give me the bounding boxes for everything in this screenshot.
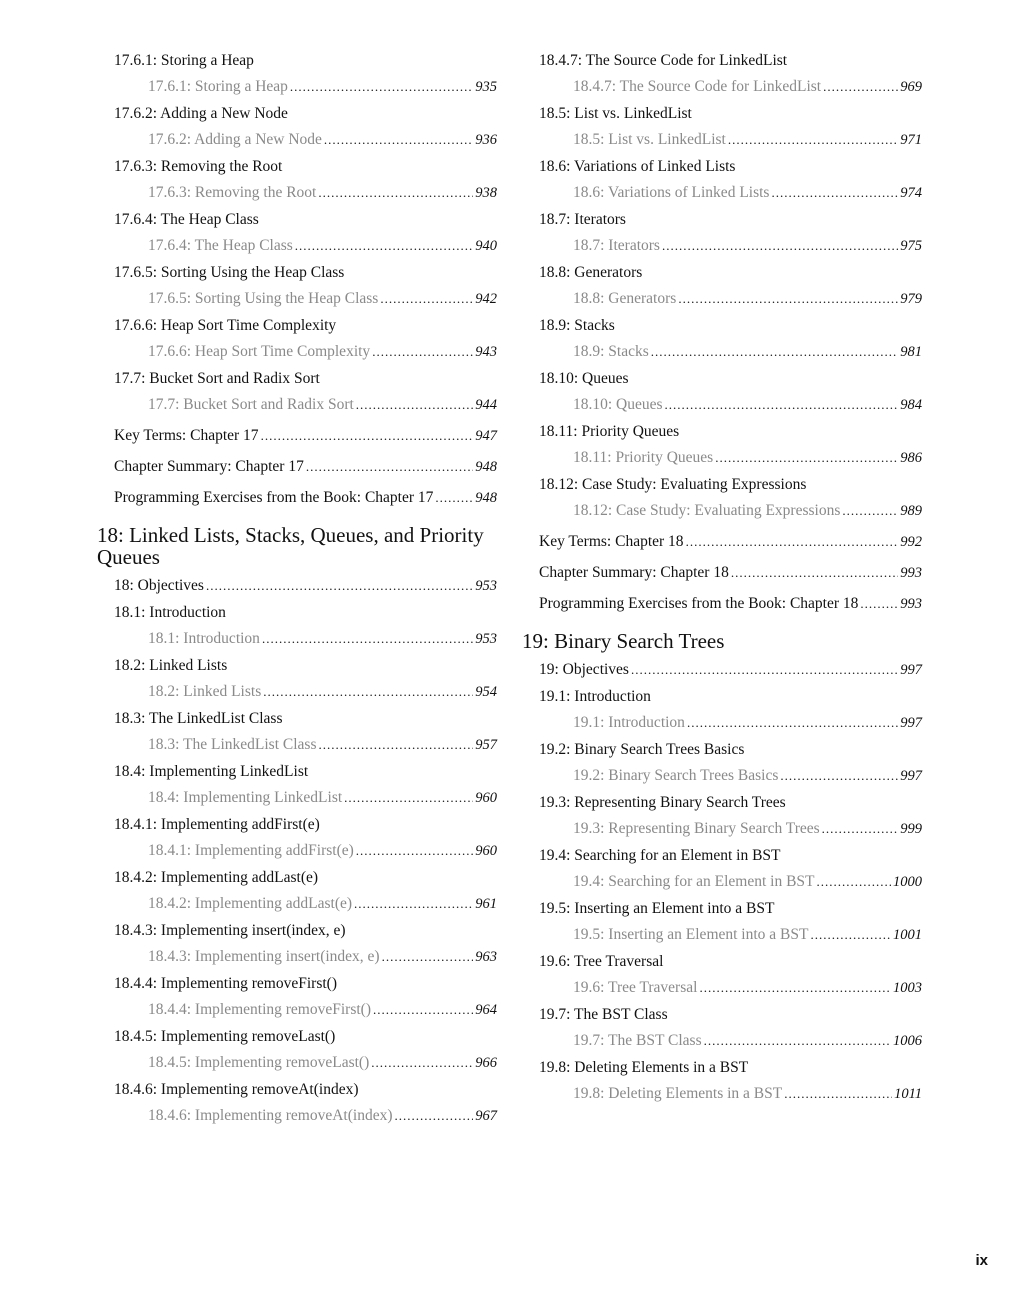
- toc-entry-label: 17.6.6: Heap Sort Time Complexity: [148, 343, 371, 360]
- toc-entry[interactable]: [522, 77, 922, 97]
- dot-leader: [262, 629, 473, 648]
- section-heading[interactable]: 18.2: Linked Lists: [114, 657, 228, 674]
- toc-entry[interactable]: [522, 563, 922, 583]
- toc-entry[interactable]: [97, 788, 497, 808]
- toc-page-number: 1011: [894, 1086, 922, 1102]
- dot-leader: [678, 289, 898, 308]
- toc-column-right: [522, 47, 922, 1104]
- toc-entry-label: 18.4.2: Implementing addLast(e): [148, 895, 353, 912]
- dot-leader: [356, 841, 473, 860]
- toc-page-number: 942: [475, 291, 497, 307]
- chapter-18-sections-continued: [522, 51, 922, 521]
- toc-page-number: 966: [475, 1055, 497, 1071]
- toc-entry-label: Key Terms: Chapter 18: [539, 533, 684, 550]
- chapter-17-end-matter: [97, 426, 497, 508]
- section-heading[interactable]: 18.4.1: Implementing addFirst(e): [114, 816, 320, 833]
- toc-section: [522, 210, 922, 256]
- dot-leader: [651, 342, 898, 361]
- section-heading[interactable]: 17.6.1: Storing a Heap: [114, 52, 254, 69]
- section-heading[interactable]: 17.7: Bucket Sort and Radix Sort: [114, 370, 320, 387]
- toc-entry[interactable]: [97, 1106, 497, 1126]
- toc-entry-label: 18.9: Stacks: [573, 343, 649, 360]
- toc-entry[interactable]: [522, 766, 922, 786]
- toc-entry[interactable]: [522, 289, 922, 309]
- toc-entry-label: 19.1: Introduction: [573, 714, 685, 731]
- toc-entry-label: 18.7: Iterators: [573, 237, 660, 254]
- toc-entry[interactable]: [522, 978, 922, 998]
- section-heading[interactable]: 19.2: Binary Search Trees Basics: [539, 741, 745, 758]
- dot-leader: [356, 395, 473, 414]
- section-heading[interactable]: 18.4.2: Implementing addLast(e): [114, 869, 319, 886]
- toc-entry[interactable]: [522, 501, 922, 521]
- toc-entry-label: 18.2: Linked Lists: [148, 683, 262, 700]
- toc-page-number: 975: [900, 238, 922, 254]
- toc-page-number: 1000: [893, 874, 922, 890]
- toc-page-number: 997: [900, 768, 922, 784]
- toc-section: [97, 603, 497, 649]
- toc-page-number: 993: [900, 565, 922, 581]
- toc-section: [522, 51, 922, 97]
- toc-page-number: 986: [900, 450, 922, 466]
- toc-section: [97, 263, 497, 309]
- toc-column-left: [97, 47, 497, 1126]
- toc-entry[interactable]: [522, 342, 922, 362]
- toc-entry[interactable]: [97, 1000, 497, 1020]
- section-heading[interactable]: 18.4.5: Implementing removeLast(): [114, 1028, 336, 1045]
- toc-page-number: 971: [900, 132, 922, 148]
- toc-entry[interactable]: [522, 819, 922, 839]
- toc-entry[interactable]: [522, 594, 922, 614]
- toc-page-number: 954: [475, 684, 497, 700]
- toc-entry-label: 19.4: Searching for an Element in BST: [573, 873, 815, 890]
- toc-entry-label: 18.4.6: Implementing removeAt(index): [148, 1107, 393, 1124]
- toc-section: [97, 51, 497, 97]
- toc-entry[interactable]: [97, 457, 497, 477]
- toc-entry-label: 18.4.5: Implementing removeLast(): [148, 1054, 370, 1071]
- toc-entry[interactable]: [97, 236, 497, 256]
- dot-leader: [662, 236, 898, 255]
- dot-leader: [206, 576, 473, 595]
- dot-leader: [290, 77, 473, 96]
- dot-leader: [435, 488, 473, 507]
- toc-entry[interactable]: [97, 629, 497, 649]
- toc-entry[interactable]: [522, 713, 922, 733]
- toc-section: [97, 656, 497, 702]
- toc-entry-label: 18.4: Implementing LinkedList: [148, 789, 343, 806]
- toc-page-number: 948: [475, 459, 497, 475]
- section-heading[interactable]: 19.8: Deleting Elements in a BST: [539, 1059, 749, 1076]
- toc-entry[interactable]: [97, 130, 497, 150]
- chapter-18-end-matter: [522, 532, 922, 614]
- dot-leader: [318, 735, 473, 754]
- toc-section: [522, 263, 922, 309]
- toc-entry[interactable]: [97, 77, 497, 97]
- toc-section: [97, 1080, 497, 1126]
- toc-entry-label: 19.2: Binary Search Trees Basics: [573, 767, 779, 784]
- section-heading[interactable]: 17.6.5: Sorting Using the Heap Class: [114, 264, 345, 281]
- toc-section: [97, 868, 497, 914]
- toc-page-number: 981: [900, 344, 922, 360]
- section-heading[interactable]: 18.4.3: Implementing insert(index, e): [114, 922, 346, 939]
- toc-entry-label: 17.6.3: Removing the Root: [148, 184, 317, 201]
- dot-leader: [715, 448, 898, 467]
- toc-entry-label: 17.6.1: Storing a Heap: [148, 78, 288, 95]
- toc-section: [522, 422, 922, 468]
- toc-entry[interactable]: [522, 448, 922, 468]
- toc-page-number: 947: [475, 428, 497, 444]
- toc-entry-19-objectives[interactable]: [522, 660, 922, 680]
- toc-entry[interactable]: [522, 183, 922, 203]
- dot-leader: [810, 925, 891, 944]
- toc-entry-label: Key Terms: Chapter 17: [114, 427, 259, 444]
- toc-entry-label: 18.6: Variations of Linked Lists: [573, 184, 770, 201]
- dot-leader: [354, 894, 473, 913]
- toc-page-number: 969: [900, 79, 922, 95]
- toc-entry-label: 19.7: The BST Class: [573, 1032, 702, 1049]
- dot-leader: [382, 947, 474, 966]
- chapter-17-sections: [97, 51, 497, 415]
- toc-page-number: 997: [900, 662, 922, 678]
- toc-section: [522, 104, 922, 150]
- toc-entry[interactable]: [97, 735, 497, 755]
- toc-entry[interactable]: [97, 682, 497, 702]
- toc-page-number: 963: [475, 949, 497, 965]
- dot-leader: [771, 183, 898, 202]
- section-heading[interactable]: 18.5: List vs. LinkedList: [539, 105, 692, 122]
- toc-entry[interactable]: [522, 1031, 922, 1051]
- toc-page-number: 964: [475, 1002, 497, 1018]
- toc-entry-label: 18.1: Introduction: [148, 630, 260, 647]
- toc-entry-label: 19.8: Deleting Elements in a BST: [573, 1085, 783, 1102]
- section-heading[interactable]: 19.4: Searching for an Element in BST: [539, 847, 781, 864]
- toc-entry-label: 17.6.2: Adding a New Node: [148, 131, 322, 148]
- dot-leader: [822, 819, 899, 838]
- section-heading[interactable]: 19.3: Representing Binary Search Trees: [539, 794, 786, 811]
- toc-entry-label: 17.6.5: Sorting Using the Heap Class: [148, 290, 379, 307]
- toc-entry[interactable]: [522, 395, 922, 415]
- dot-leader: [261, 426, 474, 445]
- toc-page-number: 935: [475, 79, 497, 95]
- toc-page-number: 979: [900, 291, 922, 307]
- toc-entry[interactable]: [97, 488, 497, 508]
- section-heading[interactable]: 18.4: Implementing LinkedList: [114, 763, 309, 780]
- toc-entry[interactable]: [97, 841, 497, 861]
- toc-entry[interactable]: [97, 1053, 497, 1073]
- section-heading[interactable]: 17.6.4: The Heap Class: [114, 211, 259, 228]
- toc-section: [97, 815, 497, 861]
- toc-entry-label: 18.12: Case Study: Evaluating Expressions: [573, 502, 841, 519]
- section-heading[interactable]: 18.8: Generators: [539, 264, 643, 281]
- toc-page-number: 953: [475, 578, 497, 594]
- toc-entry-label: 19.3: Representing Binary Search Trees: [573, 820, 820, 837]
- dot-leader: [263, 682, 473, 701]
- toc-entry-label: 18.11: Priority Queues: [573, 449, 714, 466]
- toc-entry-label: Chapter Summary: Chapter 18: [539, 564, 729, 581]
- section-heading[interactable]: 18.1: Introduction: [114, 604, 226, 621]
- dot-leader: [371, 1053, 473, 1072]
- toc-entry-label: 19: Objectives: [539, 661, 629, 678]
- toc-entry-18-objectives[interactable]: [97, 576, 497, 596]
- chapter-19-title[interactable]: 19: Binary Search Trees: [522, 629, 725, 653]
- section-heading[interactable]: 18.9: Stacks: [539, 317, 615, 334]
- toc-section: [522, 1005, 922, 1051]
- dot-leader: [324, 130, 473, 149]
- toc-section: [522, 740, 922, 786]
- dot-leader: [731, 563, 898, 582]
- toc-entry[interactable]: [522, 130, 922, 150]
- dot-leader: [395, 1106, 474, 1125]
- toc-entry[interactable]: [97, 342, 497, 362]
- toc-page-number: 989: [900, 503, 922, 519]
- toc-page-number: 960: [475, 843, 497, 859]
- section-heading[interactable]: 18.4.7: The Source Code for LinkedList: [539, 52, 788, 69]
- toc-page-number: 993: [900, 596, 922, 612]
- section-heading[interactable]: 19.7: The BST Class: [539, 1006, 668, 1023]
- section-heading[interactable]: 17.6.3: Removing the Root: [114, 158, 283, 175]
- toc-entry[interactable]: [522, 925, 922, 945]
- page-number: ix: [975, 1252, 988, 1269]
- dot-leader: [842, 501, 898, 520]
- toc-page-number: 943: [475, 344, 497, 360]
- section-heading[interactable]: 17.6.6: Heap Sort Time Complexity: [114, 317, 337, 334]
- toc-entry-label: 18.4.7: The Source Code for LinkedList: [573, 78, 822, 95]
- toc-entry-label: 17.7: Bucket Sort and Radix Sort: [148, 396, 354, 413]
- toc-section: [97, 157, 497, 203]
- toc-section: [97, 921, 497, 967]
- dot-leader: [704, 1031, 891, 1050]
- toc-entry[interactable]: [97, 426, 497, 446]
- dot-leader: [817, 872, 892, 891]
- toc-entry-label: 18.5: List vs. LinkedList: [573, 131, 726, 148]
- toc-page-number: 960: [475, 790, 497, 806]
- toc-entry-label: 19.5: Inserting an Element into a BST: [573, 926, 809, 943]
- toc-page-number: 974: [900, 185, 922, 201]
- section-heading[interactable]: 18.4.4: Implementing removeFirst(): [114, 975, 337, 992]
- toc-page-number: 1003: [893, 980, 922, 996]
- toc-entry-label: 18: Objectives: [114, 577, 204, 594]
- toc-page-number: 940: [475, 238, 497, 254]
- dot-leader: [860, 594, 898, 613]
- toc-section: [522, 687, 922, 733]
- chapter-18-title[interactable]: 18: Linked Lists, Stacks, Queues, and Priority Queues: [97, 523, 484, 569]
- toc-section: [522, 316, 922, 362]
- dot-leader: [380, 289, 473, 308]
- toc-entry-label: Programming Exercises from the Book: Chapter 17: [114, 489, 434, 506]
- toc-section: [97, 316, 497, 362]
- toc-entry-label: 18.8: Generators: [573, 290, 677, 307]
- toc-page-number: 967: [475, 1108, 497, 1124]
- toc-page-number: 953: [475, 631, 497, 647]
- toc-section: [97, 709, 497, 755]
- toc-page-number: 1006: [893, 1033, 922, 1049]
- section-heading[interactable]: 19.5: Inserting an Element into a BST: [539, 900, 775, 917]
- toc-page-number: 961: [475, 896, 497, 912]
- toc-page-number: 1001: [893, 927, 922, 943]
- toc-section: [97, 974, 497, 1020]
- toc-entry-label: 18.4.4: Implementing removeFirst(): [148, 1001, 371, 1018]
- toc-entry-label: 18.4.1: Implementing addFirst(e): [148, 842, 354, 859]
- dot-leader: [665, 395, 899, 414]
- toc-section: [97, 369, 497, 415]
- toc-page-number: 984: [900, 397, 922, 413]
- toc-entry-label: 18.10: Queues: [573, 396, 663, 413]
- dot-leader: [784, 1084, 892, 1103]
- toc-page-number: 997: [900, 715, 922, 731]
- chapter-18-sections: [97, 603, 497, 1126]
- toc-section: [522, 899, 922, 945]
- toc-entry-label: 19.6: Tree Traversal: [573, 979, 698, 996]
- toc-entry[interactable]: [97, 894, 497, 914]
- dot-leader: [780, 766, 898, 785]
- toc-section: [522, 846, 922, 892]
- dot-leader: [373, 1000, 473, 1019]
- dot-leader: [344, 788, 473, 807]
- toc-section: [522, 793, 922, 839]
- section-heading[interactable]: 19.6: Tree Traversal: [539, 953, 664, 970]
- toc-page-number: 938: [475, 185, 497, 201]
- toc-section: [522, 475, 922, 521]
- chapter-19-sections: [522, 687, 922, 1104]
- dot-leader: [295, 236, 473, 255]
- dot-leader: [686, 532, 899, 551]
- toc-page-number: 957: [475, 737, 497, 753]
- toc-entry-label: 18.4.3: Implementing insert(index, e): [148, 948, 380, 965]
- dot-leader: [728, 130, 898, 149]
- toc-entry[interactable]: [97, 947, 497, 967]
- dot-leader: [306, 457, 473, 476]
- toc-section: [522, 1058, 922, 1104]
- toc-page-number: 948: [475, 490, 497, 506]
- toc-section: [97, 210, 497, 256]
- toc-entry[interactable]: [97, 395, 497, 415]
- toc-entry-label: Programming Exercises from the Book: Chapter 18: [539, 595, 859, 612]
- toc-section: [97, 1027, 497, 1073]
- toc-entry[interactable]: [97, 289, 497, 309]
- section-heading[interactable]: 18.12: Case Study: Evaluating Expressions: [539, 476, 807, 493]
- toc-entry[interactable]: [522, 532, 922, 552]
- section-heading[interactable]: 18.3: The LinkedList Class: [114, 710, 283, 727]
- dot-leader: [631, 660, 898, 679]
- toc-entry[interactable]: [522, 872, 922, 892]
- toc-page-number: 936: [475, 132, 497, 148]
- dot-leader: [699, 978, 891, 997]
- dot-leader: [372, 342, 473, 361]
- section-heading[interactable]: 18.10: Queues: [539, 370, 629, 387]
- toc-section: [522, 157, 922, 203]
- toc-section: [522, 369, 922, 415]
- toc-page-number: 944: [475, 397, 497, 413]
- toc-section: [97, 104, 497, 150]
- dot-leader: [823, 77, 898, 96]
- toc-section: [97, 762, 497, 808]
- section-heading[interactable]: 18.11: Priority Queues: [539, 423, 680, 440]
- toc-entry-label: 17.6.4: The Heap Class: [148, 237, 293, 254]
- section-heading[interactable]: 19.1: Introduction: [539, 688, 651, 705]
- dot-leader: [687, 713, 898, 732]
- section-heading[interactable]: 18.7: Iterators: [539, 211, 626, 228]
- toc-section: [522, 952, 922, 998]
- section-heading[interactable]: 18.6: Variations of Linked Lists: [539, 158, 736, 175]
- toc-entry[interactable]: [97, 183, 497, 203]
- section-heading[interactable]: 18.4.6: Implementing removeAt(index): [114, 1081, 359, 1098]
- toc-entry-label: 18.3: The LinkedList Class: [148, 736, 317, 753]
- dot-leader: [318, 183, 473, 202]
- toc-entry[interactable]: [522, 1084, 922, 1104]
- toc-entry-label: Chapter Summary: Chapter 17: [114, 458, 304, 475]
- section-heading[interactable]: 17.6.2: Adding a New Node: [114, 105, 288, 122]
- toc-entry[interactable]: [522, 236, 922, 256]
- toc-page-number: 999: [900, 821, 922, 837]
- toc-page-number: 992: [900, 534, 922, 550]
